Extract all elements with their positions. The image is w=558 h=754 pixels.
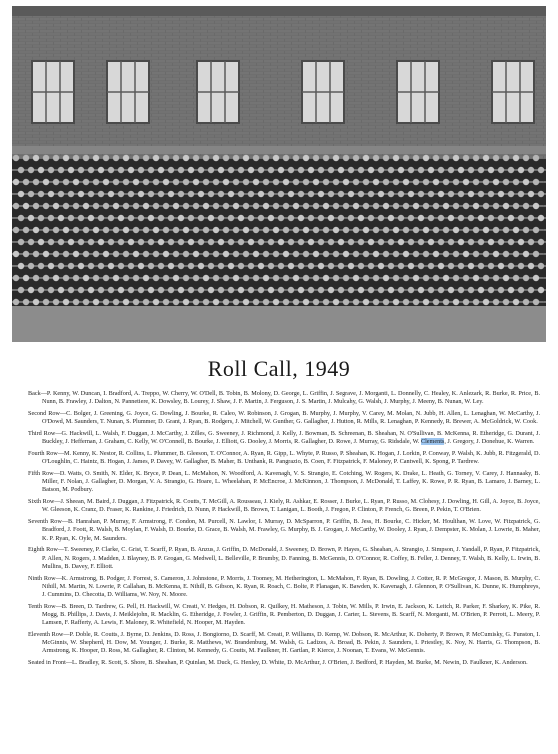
row-label: Third Row (28, 430, 56, 437)
row-label: Second Row (28, 410, 60, 417)
row-label: Seventh Row (28, 518, 62, 526)
row-label: Seated in Front (28, 659, 66, 667)
roll-call-row (28, 410, 540, 426)
building-window (397, 61, 439, 123)
row-names: —L. Bradley, R. Scott, S. Shore, B. Sheahan, P. Quinlan, M. Duck, G. Henley, D. White, D. McArthur, J. O'Brien, J. Bedford, P. Hayden, M. Burke, M. Newin, D. Faulkner, K. Anderson. (65, 659, 528, 667)
row-label: Tenth Row (28, 602, 56, 610)
group-photograph-image (12, 6, 546, 342)
roll-call-row (28, 470, 540, 495)
roll-call-row (28, 498, 540, 514)
row-names: —G. Hackwill, L. Walsh, F. Duggan, J. McCarthy, J. Zilles, G. Sweeney, J. Richmond, J. Kelly, J. Bowman, B. Schreenan, B. Sheahan, N. O'Sullivan, B. McKenna, R. Etheridge, G. Durant, J. Buckley, J. Heffernan, J. Graham, C. Kelly, W. O'Connell, B. Bourke, J. Elliott, G. Dooley, J. Morris, R. Gallagher, D. Rowe, J. Murray, G. Ridsdale, W. (42, 430, 540, 446)
roll-call-row (28, 430, 540, 446)
building-window (302, 61, 344, 123)
roll-call-list (28, 390, 540, 671)
group-photograph (12, 6, 546, 342)
roll-call-row (28, 390, 540, 406)
row-label: Eleventh Row (28, 631, 64, 639)
building-window (107, 61, 149, 123)
roll-call-row (28, 631, 540, 656)
roll-call-row (28, 518, 540, 543)
row-names: —J. Sheean, M. Baird, J. Duggan, J. Fitzpatrick, R. Coutts, T. McGill, A. Rousseau, J. Kiely, R. Ashkar, E. Rosser, J. Burke, L. Ryan, P. Russo, M. Clohesy, J. Dowling, H. Gill, A. Joyce, B. Joyce, W. Gleeson, K. Cranz, D. Fraser, K. Rankine, J. Friedrich, D. Nunn, P. Hackwill, B. Brown, T. Lanigan, L. Booth, J. Fregon, P. Clinton, P. French, G. Breen, P. Pekin, T. O'Brien. (42, 498, 540, 514)
page-title: Roll Call, 1949 (207, 356, 351, 381)
row-label: Eighth Row (28, 546, 58, 554)
row-label: Fourth Row (28, 450, 58, 457)
row-names: —B. Hanrahan, P. Murray, F. Armstrong, F. Condon, M. Purcell, N. Lawlor, I. Murray, D. McSparron, P. Griffin, B. Jess, H. Bourke, C. Hicker, M. Houlihan, W. Love, W. Fitzpatrick, G. Bradford, J. Foott, R. Walsh, B. Moylan, F. Walsh, D. Bourke, D. Grace, B. Walsh, M. Frawley, G. Murphy, B. J. Grogan, J. McCarthy, W. Dooley, J. Ryan, J. Dempster, K. Molan, J. Lowrie, B. Maher, K. P. Ryan, K. Oyle, M. Saunders. (42, 518, 541, 542)
row-names-continued: , J. Gregory, J. Donehue, K. Warren. (444, 438, 535, 446)
row-label: Sixth Row (28, 498, 55, 506)
row-names: —B. Breen, D. Tardrew, G. Pell, H. Hackwill, W. Creati, V. Hedges, H. Dobson, R. Quilkey, H. Matheson, J. Tobin, W. Mills, P. Irwin, E. Jackson, K. Leitch, R. Parker, F. Sharkey, K. Pike, R. Mogg, B. Phillips, J. Davis, J. Meiklejohn, R. Macklin, G. Etheridge, J. Fowler, J. Griffin, R. Pemberton, D. Duggan, J. Carter, L. Stevens, B. Scarff, N. Morganti, M. O'Brien, P. Perrott, L. Meery, P. Lamsen, F. Rafferty, A. Lewis, F. Maloney, R. Whitefield, N. Hooper, M. Hayden. (42, 602, 540, 627)
roll-call-row (28, 603, 540, 628)
building-window (32, 61, 74, 123)
row-names: —K. Armstrong, B. Podger, J. Forrest, S. Cameron, J. Johnstone, P. Morris, J. Toomey, M. Hetherington, L. McMahon, F. Ryan, B. Dowling, J. Cotter, R. P. McGregor, J. Mason, B. Murphy, C. Nihill, M. Martin, N. Lowrie, P. Callahan, B. McKenna, E. Nihill, B. Gibson, K. Ryan, R. Roach, C. Bolte, P. Flanagan, K. Bawden, K. Kavenagh, J. Glennon, P. O'Sullivan, K. Dunne, K. Humphreys, J. Cummins, D. Checotta, D. Williams, W. Noy, N. Moore. (42, 574, 540, 599)
building-window (492, 61, 534, 123)
building-window (197, 61, 239, 123)
row-label: Ninth Row (28, 574, 56, 582)
roll-call-row (28, 575, 540, 600)
row-names: —C. Bolger, J. Greening, G. Joyce, G. Dowling, J. Bourke, R. Caleo, W. Robinson, J. Grogan, B. Murphy, J. Murphy, V. Carey, M. Molan, N. Jubb, H. Allen, L. Lenaghan, W. McCarthy, J. O'Dowd, M. Saunders, T. Nunan, S. Plummer, D. Grant, J. Ryan, B. Rodgers, J. Mitchell, W. Gunther, G. Gallagher, J. Hutton, R. Mills, R. Lenaghan, P. Kennedy, R. Brewer, A. McGoldrick, W. Cook. (42, 410, 540, 426)
row-names: —P. Doble, R. Coutts, J. Byrne, D. Jenkins, D. Ross, J. Bongiorno, D. Scarff, M. Creati, P. Williams, D. Kemp, W. Dobson, R. McArthur, K. Doherty, P. Brown, P. McCumisky, G. Funston, I. McGinnis, W. Shepherd, H. Dow, M. Younger, J. Burke, R. Matthews, W. Brandenburg, M. Walsh, G. Ladizes, A. Broad, B. Pekin, J. Saunders, I. Priestley, K. Noy, N. Harris, G. Thompson, B. Armstrong, K. Hooper, D. Ross, M. Gallagher, R. Clinton, M. Kennedy, G. Coutts, M. Faulkner, H. Gartlan, P. Kierce, J. Noonan, T. Evans, W. McGennis. (42, 631, 540, 655)
roll-call-row (28, 450, 540, 466)
roll-call-row (28, 546, 540, 571)
row-names: —T. Sweeney, P. Clarke, C. Grist, T. Scarff, P. Ryan, B. Anzus, J. Griffin, D. McDonald, J. Sweeney, D. Brown, P. Hayes, G. Sheahan, A. Strangio, J. Simpson, J. Yandall, P. Ryan, P. Fitzpatrick, P. Allen, N. Rogers, J. Madden, J. Blayney, B. P. Grogan, G. Medwell, L. Belleville, P. Brumby, D. Fanning, B. McGennis, D. O'Connor, R. Coffey, B. Feller, J. Denney, T. Walsh, B. Kelly, L. Irwin, B. Mullins, B. Davey, F. Elliott. (42, 546, 540, 570)
row-label: Back (28, 390, 41, 397)
roll-call-row (28, 659, 540, 667)
highlighted-name: Clements (420, 438, 445, 446)
row-names: —M. Kenny, K. Nestor, R. Collins, L. Plummer, B. Gleeson, T. O'Connor, A. Ryan, R. Gipp, L. Whyte, P. Russo, P. Sheahan, K. Hogan, J. Lorkin, P. Conway, P. Walsh, K. Jubb, R. Fitzgerald, D. O'Loughlin, C. Haintz, B. Hogan, J. James, P. Davey, W. Gallagher, B. Maher, B. Unthank, R. Pangrazio, B. Coen, F. Fitzpatrick, F. Maloney, P. Cantwell, K. Spong, P. Tardrew. (42, 450, 540, 466)
row-names: —P. Kenny, W. Duncan, I. Bradford, A. Treppo, W. Cherry, W. O'Dell, B. Tobin, B. Molony, D. George, L. Griffin, J. Segrave, J. Morganti, L. Donnelly, C. Healey, K. Anlezark, R. Burke, R. Price, B. Nunn, B. Frawley, J. Dalton, N. Pannetiere, K. Dowsley, B. Lourey, J. Shaw, J. F. Martin, J. Ferguson, J. S. Martin, J. Mulcahy, G. Walsh, J. Murphy, J. Meeny, B. Nunan, W. Ley. (40, 390, 540, 406)
row-label: Fifth Row (28, 470, 54, 477)
row-names: —D. Watts, O. Smith, N. Elder, K. Bryce, P. Dean, L. McMahon, N. Woodford, A. Kavenagh, V. S. Strangio, E. Cotching, W. Rogers, K. Drake, L. Heath, G. Torney, V. Carey, J. Hannaaky, B. Miller, F. Nolan, J. Gallagher, D. Morgan, V. A. Strangio, G. Hoare, L. Wheelahan, P. McEncroe, J. McKinnon, J. Thompson, J. McDonald, T. Laffey, K. Rowe, P. R. Ryan, B. Lamaro, J. Barney, L. Batson, M. Podbury. (42, 470, 540, 494)
